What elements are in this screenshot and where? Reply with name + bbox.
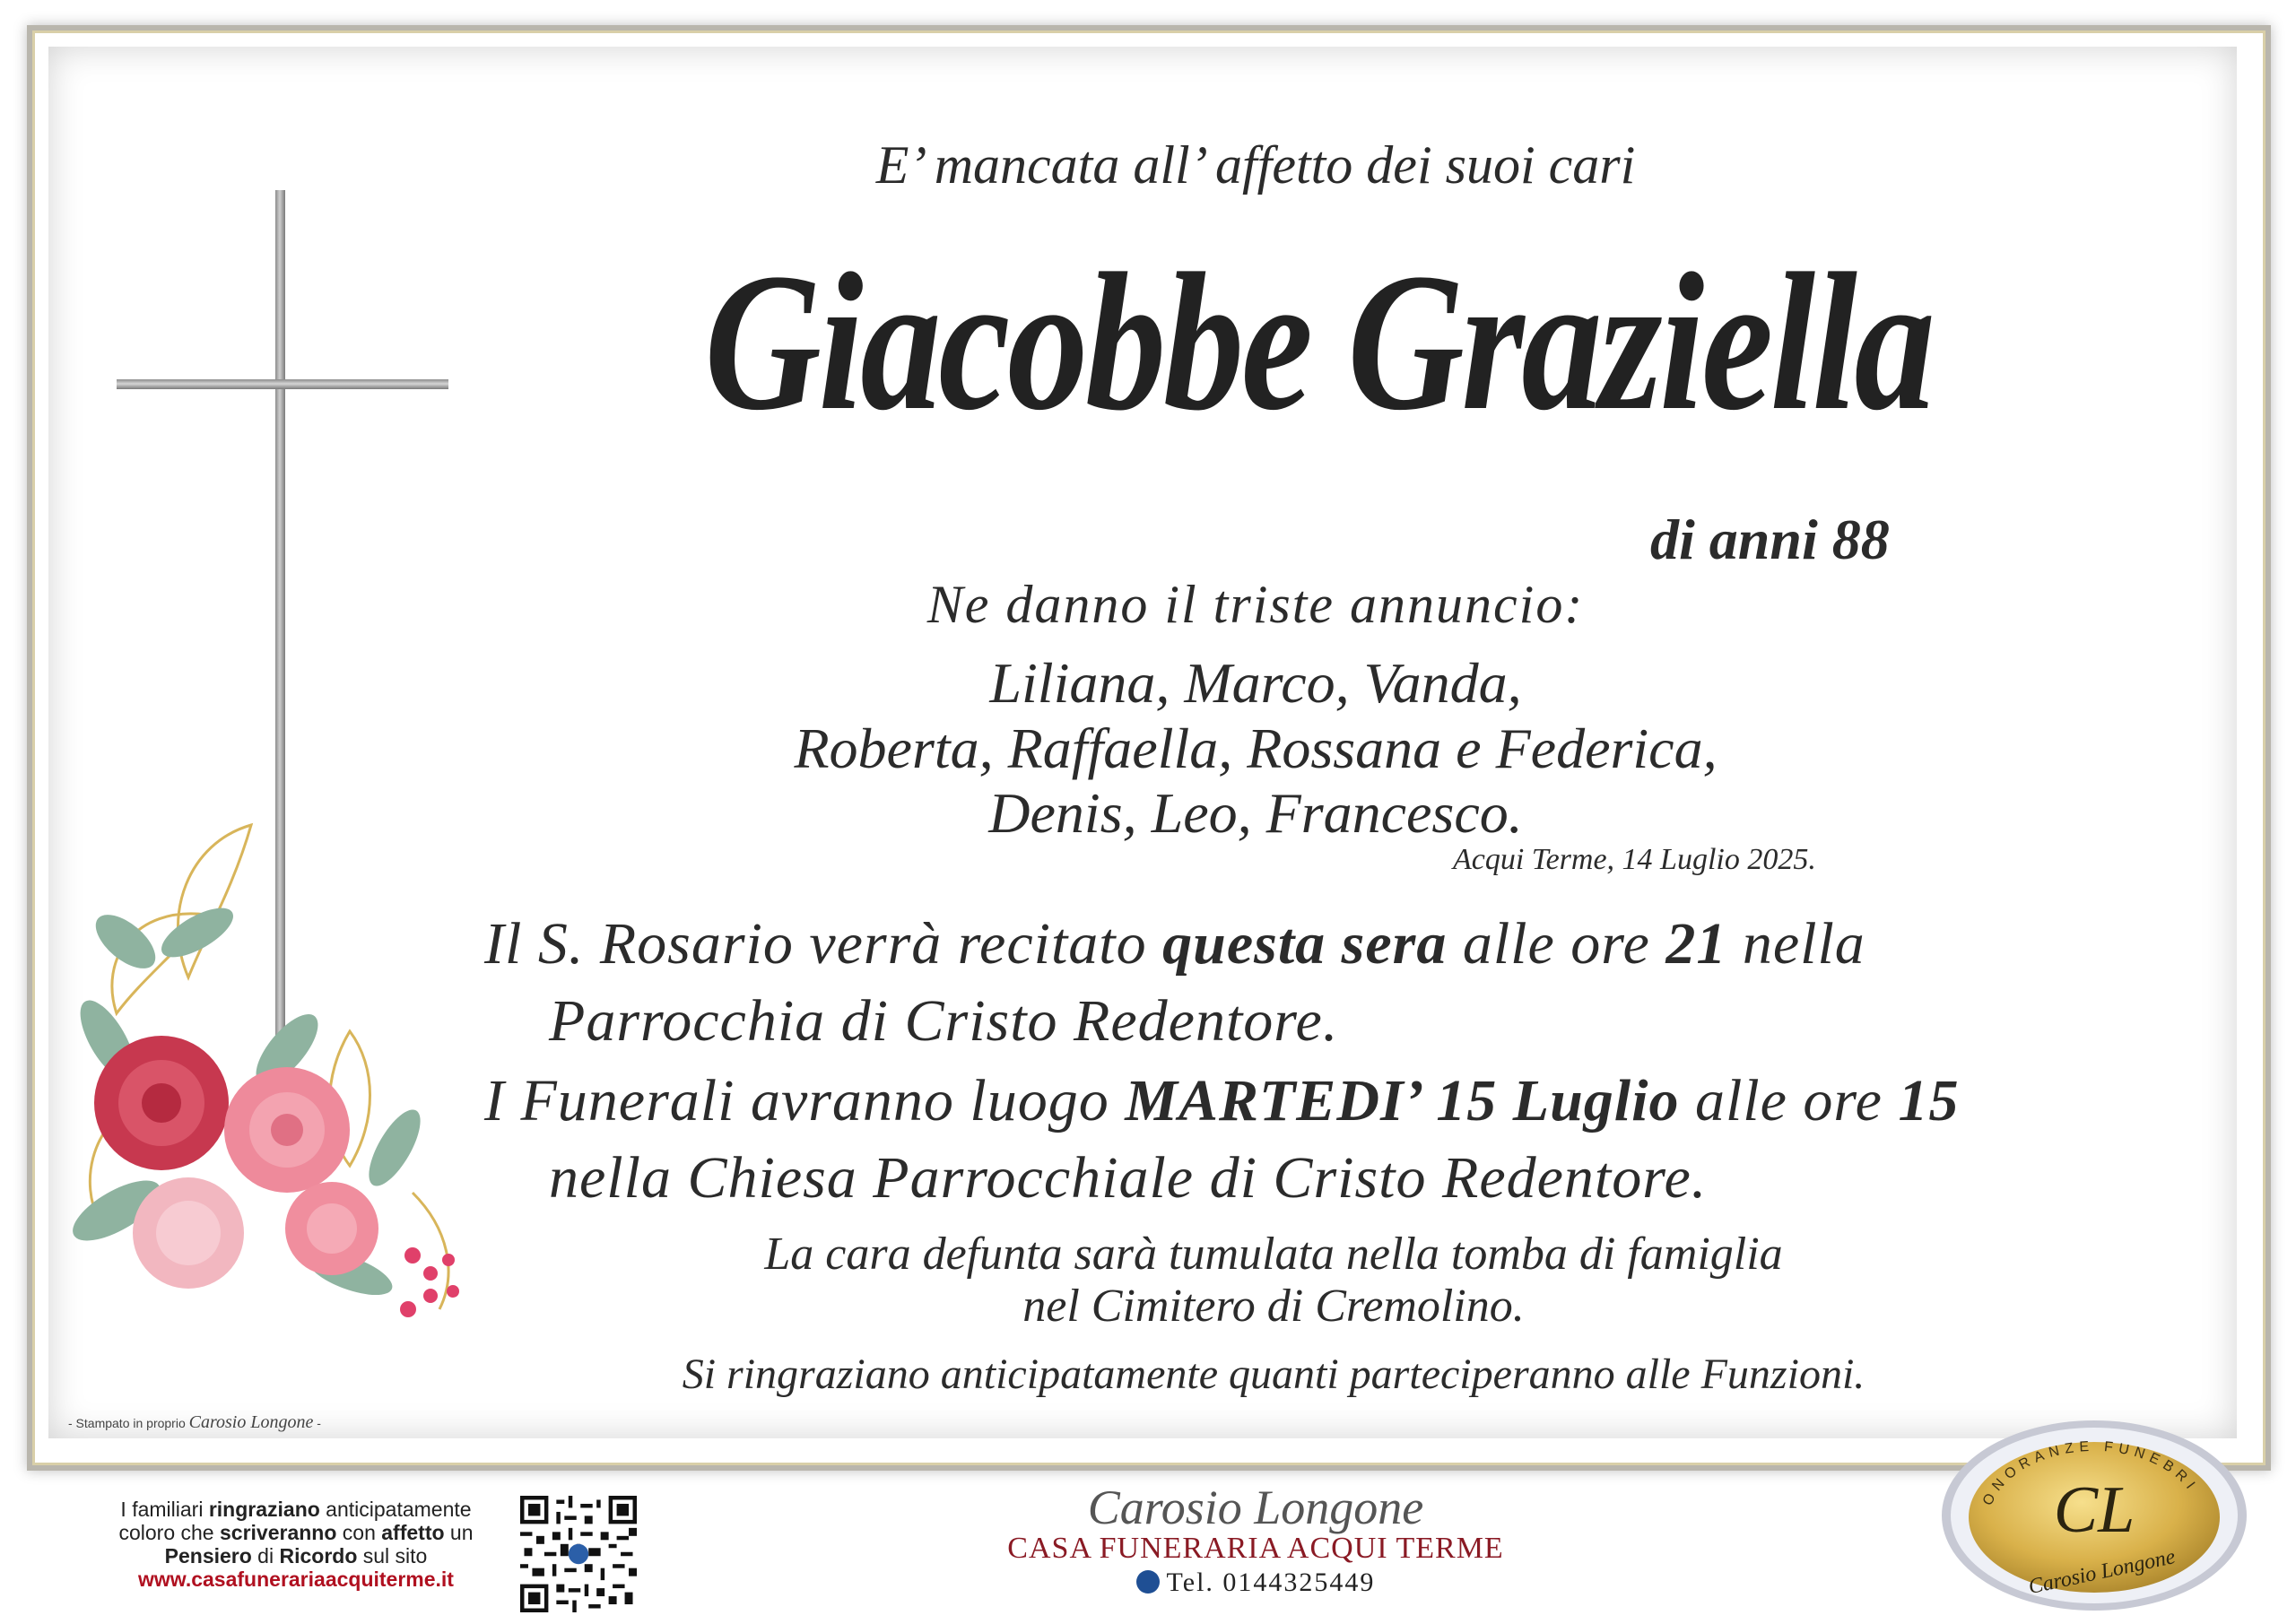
burial-text [556, 1229, 1991, 1333]
deceased-name: Giacobbe Graziella [704, 232, 1933, 451]
intro-line: E’ mancata all’ affetto dei suoi cari [875, 135, 1636, 195]
note-bold: Ricordo [279, 1544, 358, 1568]
rosary-text-a: Il S. Rosario verrà recitato [484, 911, 1163, 977]
onoranze-funebri-logo [1937, 1417, 2251, 1614]
funeral-date: MARTEDI’ 15 Luglio [1125, 1068, 1680, 1133]
printed-end: - [317, 1416, 321, 1430]
logo-arc-text: ONORANZE FUNEBRI [1979, 1438, 2201, 1508]
notice-date: Acqui Terme, 14 Luglio 2025. [1453, 843, 1816, 876]
brand-house-name: CASA FUNERARIA ACQUI TERME [1007, 1532, 1504, 1565]
printed-label: - Stampato in proprio [68, 1416, 186, 1430]
rose-bouquet-illustration [54, 807, 502, 1363]
note-text: di [251, 1544, 280, 1568]
thanks-line: Si ringraziano anticipatamente quanti parteciperanno alle Funzioni. [682, 1350, 1866, 1398]
rosary-text-c: alle ore [1447, 911, 1666, 977]
logo-signature: Carosio Longone [2026, 1545, 2178, 1600]
family-line-2: Roberta, Raffaella, Rossana e Federica, [794, 716, 1718, 780]
logo-monogram: CL [2053, 1473, 2135, 1547]
note-bold: scriveranno [219, 1521, 337, 1544]
note-bold: Pensiero [164, 1544, 252, 1568]
note-bold: affetto [381, 1521, 445, 1544]
rosary-when: questa sera [1162, 911, 1448, 977]
burial-line-2: nel Cimitero di Cremolino. [1022, 1281, 1525, 1332]
deceased-age: di anni 88 [1650, 508, 1890, 571]
note-bold: ringraziano [208, 1498, 320, 1521]
cross-horizontal-bar [117, 379, 448, 389]
funeral-text-c: alle ore [1679, 1068, 1899, 1133]
announcement-heading: Ne danno il triste annuncio: [926, 575, 1585, 634]
family-line-1: Liliana, Marco, Vanda, [989, 651, 1522, 715]
qr-code-icon[interactable] [520, 1496, 637, 1612]
burial-line-1: La cara defunta sarà tumulata nella tomba di famiglia [764, 1229, 1783, 1280]
rosary-paragraph [484, 906, 2099, 1060]
funeral-paragraph [484, 1063, 2099, 1217]
phone-icon [1136, 1570, 1160, 1594]
note-text: sul sito [357, 1544, 428, 1568]
family-line-3: Denis, Leo, Francesco. [988, 781, 1523, 845]
note-text: un [444, 1521, 474, 1544]
website-link[interactable]: www.casafunerariaacquiterme.it [138, 1568, 454, 1591]
brand-phone [933, 1568, 1578, 1598]
rosary-text-e: nella [1726, 911, 1866, 977]
rosary-line-2: Parrocchia di Cristo Redentore. [549, 988, 1339, 1054]
note-text: con [336, 1521, 382, 1544]
funeral-hour: 15 [1898, 1068, 1960, 1133]
funeral-text-a: I Funerali avranno luogo [484, 1068, 1126, 1133]
note-text: anticipatamente coloro che [118, 1498, 472, 1544]
printed-signature: Carosio Longone [188, 1412, 314, 1432]
funeral-line-2: nella Chiesa Parrocchiale di Cristo Redentore. [549, 1145, 1708, 1211]
note-text: I familiari [120, 1498, 209, 1521]
brand-signature: Carosio Longone [1087, 1481, 1424, 1534]
phone-number[interactable]: Tel. 0144325449 [1166, 1568, 1376, 1597]
rosary-hour: 21 [1665, 911, 1727, 977]
printed-by [68, 1412, 321, 1433]
footer-thanks-note [90, 1498, 502, 1591]
funeral-home-brand [933, 1480, 1578, 1598]
